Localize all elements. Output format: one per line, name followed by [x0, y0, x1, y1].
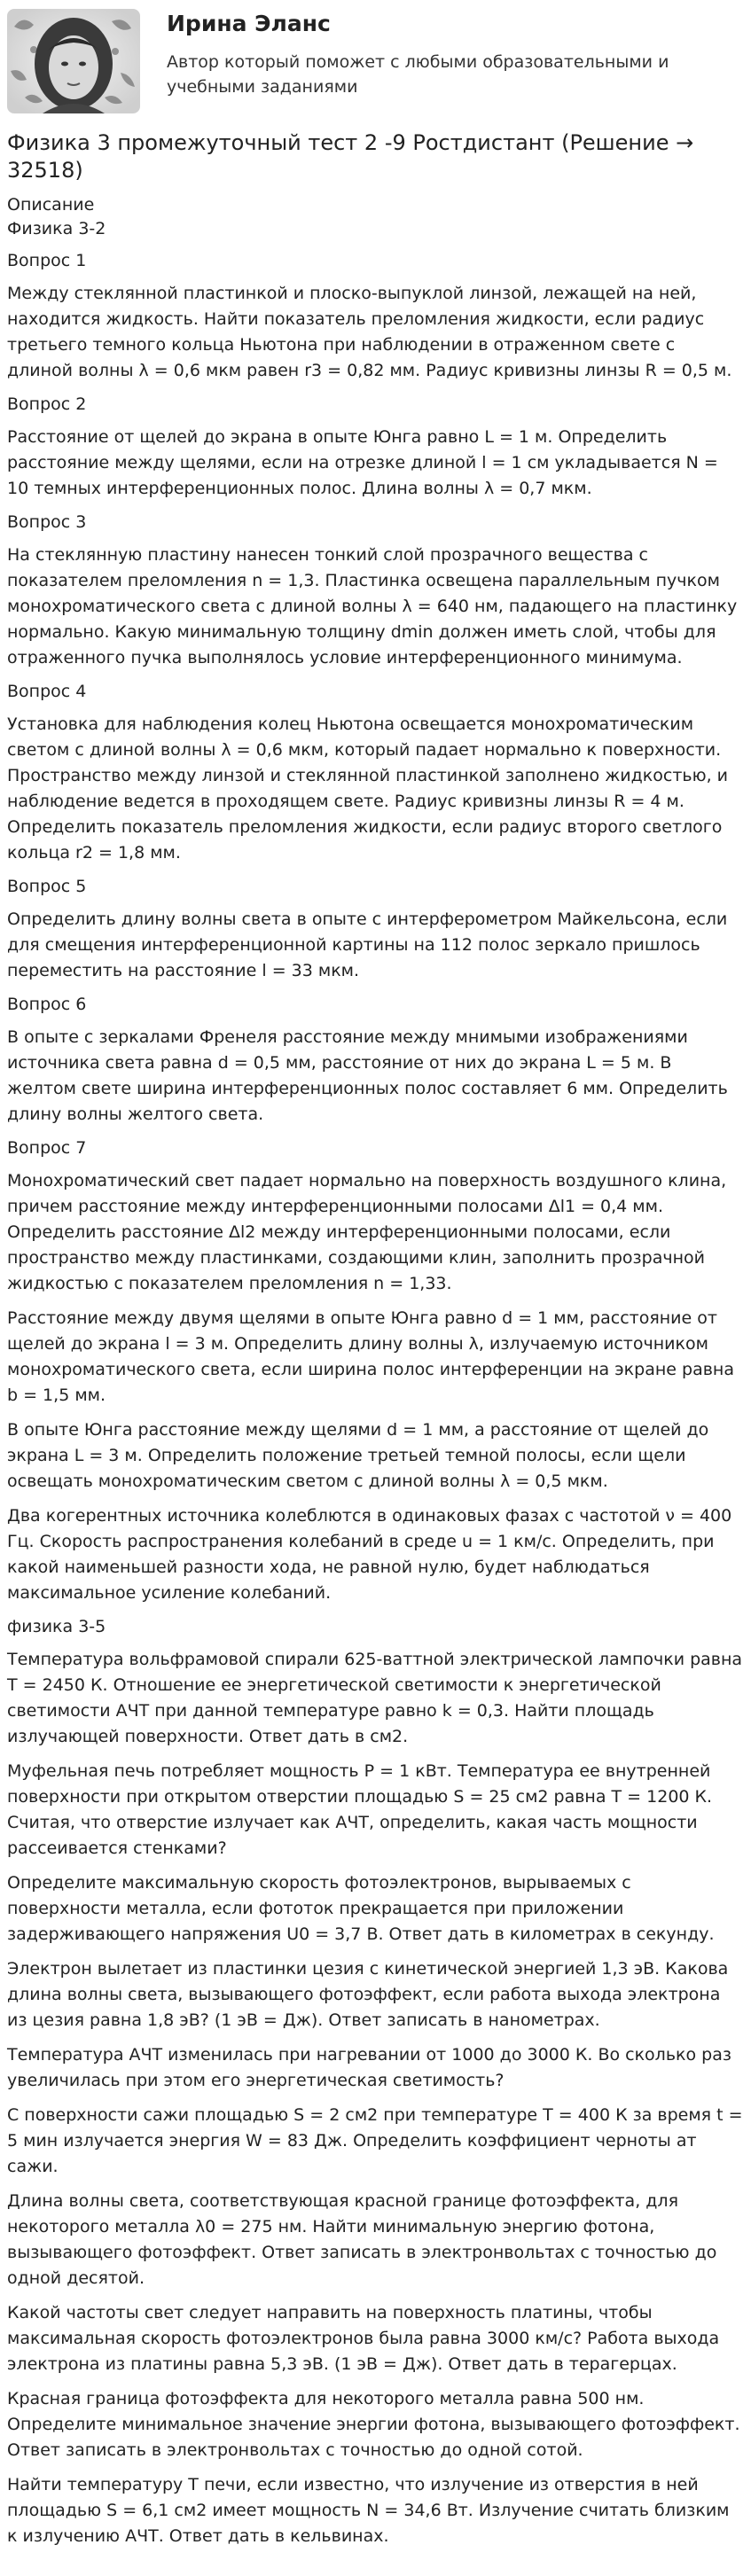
problem-paragraph: С поверхности сажи площадью S = 2 см2 при температуре T = 400 К за время t = 5 мин излучается энергия W = 83 Дж. Определить коэффициент черноты ат сажи. [7, 2105, 743, 2176]
page-title: Физика 3 промежуточный тест 2 -9 Ростдистант (Решение → 32518) [7, 130, 694, 183]
question-label: Вопрос 3 [7, 512, 87, 532]
question-label: Вопрос 4 [7, 682, 87, 701]
question-label: Вопрос 5 [7, 877, 87, 896]
problem-paragraph: Расстояние между двумя щелями в опыте Юнга равно d = 1 мм, расстояние от щелей до экрана l = 3 м. Определить длину волны λ, излучаемую источником монохроматического света, если ширина полос интерференции на экране равна b = 1,5 мм. [7, 1308, 734, 1405]
question-block [7, 511, 744, 671]
description-label: Описание [7, 195, 95, 215]
question-text: Расстояние от щелей до экрана в опыте Юнга равно L = 1 м. Определить расстояние между щелями, если на отрезке длиной l = 1 см укладывается N = 10 темных интерференционных полос. Длина волны λ = 0,7 мкм. [7, 427, 718, 498]
problem-paragraph: Муфельная печь потребляет мощность P = 1 кВт. Температура ее внутренней поверхности при открытом отверстии площадью S = 25 см2 равна T = 1200 К. Считая, что отверстие излучает как АЧТ, определить, какая часть мощности рассеивается стенками? [7, 1761, 713, 1858]
problem-paragraph: Температура АЧТ изменилась при нагревании от 1000 до 3000 К. Во сколько раз увеличилась при этом его энергетическая светимость? [7, 2045, 731, 2090]
problem-paragraph: Найти температуру T печи, если известно, что излучение из отверстия в ней площадью S = 6,1 см2 имеет мощность N = 34,6 Вт. Излучение считать близким к излучению АЧТ. Ответ дать в кельвинах. [7, 2475, 730, 2546]
question-block [7, 393, 744, 502]
question-block [7, 993, 744, 1128]
problem-paragraph: Температура вольфрамовой спирали 625-ваттной электрической лампочки равна T = 2450 К. Отношение ее энергетической светимости к энергетической светимости АЧТ при данной температуре равно k = 0,3. Найти площадь излучающей поверхности. Ответ дать в см2. [7, 1650, 743, 1746]
problem-paragraph: Красная граница фотоэффекта для некоторого металла равна 500 нм. Определите минимальное значение энергии фотона, вызывающего фотоэффект. Ответ записать в электронвольтах с точностью до одной сотой. [7, 2389, 740, 2460]
problem-paragraph: Определите максимальную скорость фотоэлектронов, вырываемых с поверхности металла, если фототок прекращается при приложении задерживающего напряжения U0 = 3,7 В. Ответ дать в километрах в секунду. [7, 1873, 715, 1944]
author-description: Автор который поможет с любыми образовательными и учебными заданиями [167, 52, 669, 97]
question-text: Монохроматический свет падает нормально на поверхность воздушного клина, причем расстояние между интерференционными полосами Δl1 = 0,4 мм. Определить расстояние Δl2 между интерференционными полосами, если пространство между пластинками, создающими клин, заполнить прозрачной жидкостью с показателем преломления n = 1,33. [7, 1171, 727, 1293]
question-text: На стеклянную пластину нанесен тонкий слой прозрачного вещества с показателем преломления n = 1,3. Пластинка освещена параллельным пучком монохроматического света с длиной волны λ = 640 нм, падающего на пластинку нормально. Какую минимальную толщину dmin должен иметь слой, чтобы для отраженного пучка выполнялось условие интерференционного минимума. [7, 545, 738, 667]
question-label: Вопрос 6 [7, 995, 87, 1014]
question-text: Между стеклянной пластинкой и плоско-выпуклой линзой, лежащей на ней, находится жидкость. Найти показатель преломления жидкости, если радиус третьего темного кольца Ньютона при наблюдении в отраженном свете с длиной волны λ = 0,6 мкм равен r3 = 0,82 мм. Радиус кривизны линзы R = 0,5 м. [7, 284, 732, 380]
author-card [7, 0, 744, 117]
question-label: Вопрос 2 [7, 394, 87, 414]
section-label: физика 3-5 [7, 1617, 106, 1636]
problem-paragraph: Какой частоты свет следует направить на поверхность платины, чтобы максимальная скорость фотоэлектронов была равна 3000 км/с? Работа выхода электрона из платины равна 5,3 эВ. (1 эВ = Дж). Ответ дать в терагерцах. [7, 2303, 720, 2374]
author-info [140, 9, 716, 99]
question-text: Определить длину волны света в опыте с интерферометром Майкельсона, если для смещения интерференционной картины на 112 полос зеркало пришлось переместить на расстояние l = 33 мкм. [7, 909, 728, 980]
question-label: Вопрос 1 [7, 251, 87, 270]
question-text: Установка для наблюдения колец Ньютона освещается монохроматическим светом с длиной волны λ = 0,6 мкм, который падает нормально к поверхности. Пространство между линзой и стеклянной пластинкой заполнено жидкостью, и наблюдение ведется в проходящем свете. Радиус кривизны линзы R = 4 м. Определить показатель преломления жидкости, если радиус второго светлого кольца r2 = 1,8 мм. [7, 714, 729, 863]
author-name[interactable]: Ирина Эланс [167, 11, 331, 36]
question-block [7, 875, 744, 984]
question-block [7, 249, 744, 384]
question-label: Вопрос 7 [7, 1138, 87, 1158]
subject-label: Физика 3-2 [7, 219, 106, 238]
question-block [7, 1136, 744, 1297]
problem-paragraph: В опыте Юнга расстояние между щелями d = 1 мм, а расстояние от щелей до экрана L = 3 м. Определить положение третьей темной полосы, если щели освещать монохроматическим светом с длиной волны λ = 0,5 мкм. [7, 1420, 709, 1491]
avatar[interactable] [7, 9, 140, 113]
question-block [7, 680, 744, 866]
avatar-photo-icon [7, 9, 140, 113]
problem-paragraph: Два когерентных источника колеблются в одинаковых фазах с частотой ν = 400 Гц. Скорость распространения колебаний в среде u = 1 км/с. Определить, при какой наименьшей разности хода, не равной нулю, будет наблюдаться максимальное усиление колебаний. [7, 1506, 732, 1603]
question-text: В опыте с зеркалами Френеля расстояние между мнимыми изображениями источника света равна d = 0,5 мм, расстояние от них до экрана L = 5 м. В желтом свете ширина интерференционных полос составляет 6 мм. Определить длину волны желтого света. [7, 1027, 728, 1124]
problem-paragraph: Электрон вылетает из пластинки цезия с кинетической энергией 1,3 эВ. Какова длина волны света, вызывающего фотоэффект, если работа выхода электрона из цезия равна 1,8 эВ? (1 эВ = Дж). Ответ записать в нанометрах. [7, 1959, 729, 2030]
problem-paragraph: Длина волны света, соответствующая красной границе фотоэффекта, для некоторого металла λ0 = 275 нм. Найти минимальную энергию фотона, вызывающего фотоэффект. Ответ записать в электронвольтах с точностью до одной десятой. [7, 2191, 717, 2288]
